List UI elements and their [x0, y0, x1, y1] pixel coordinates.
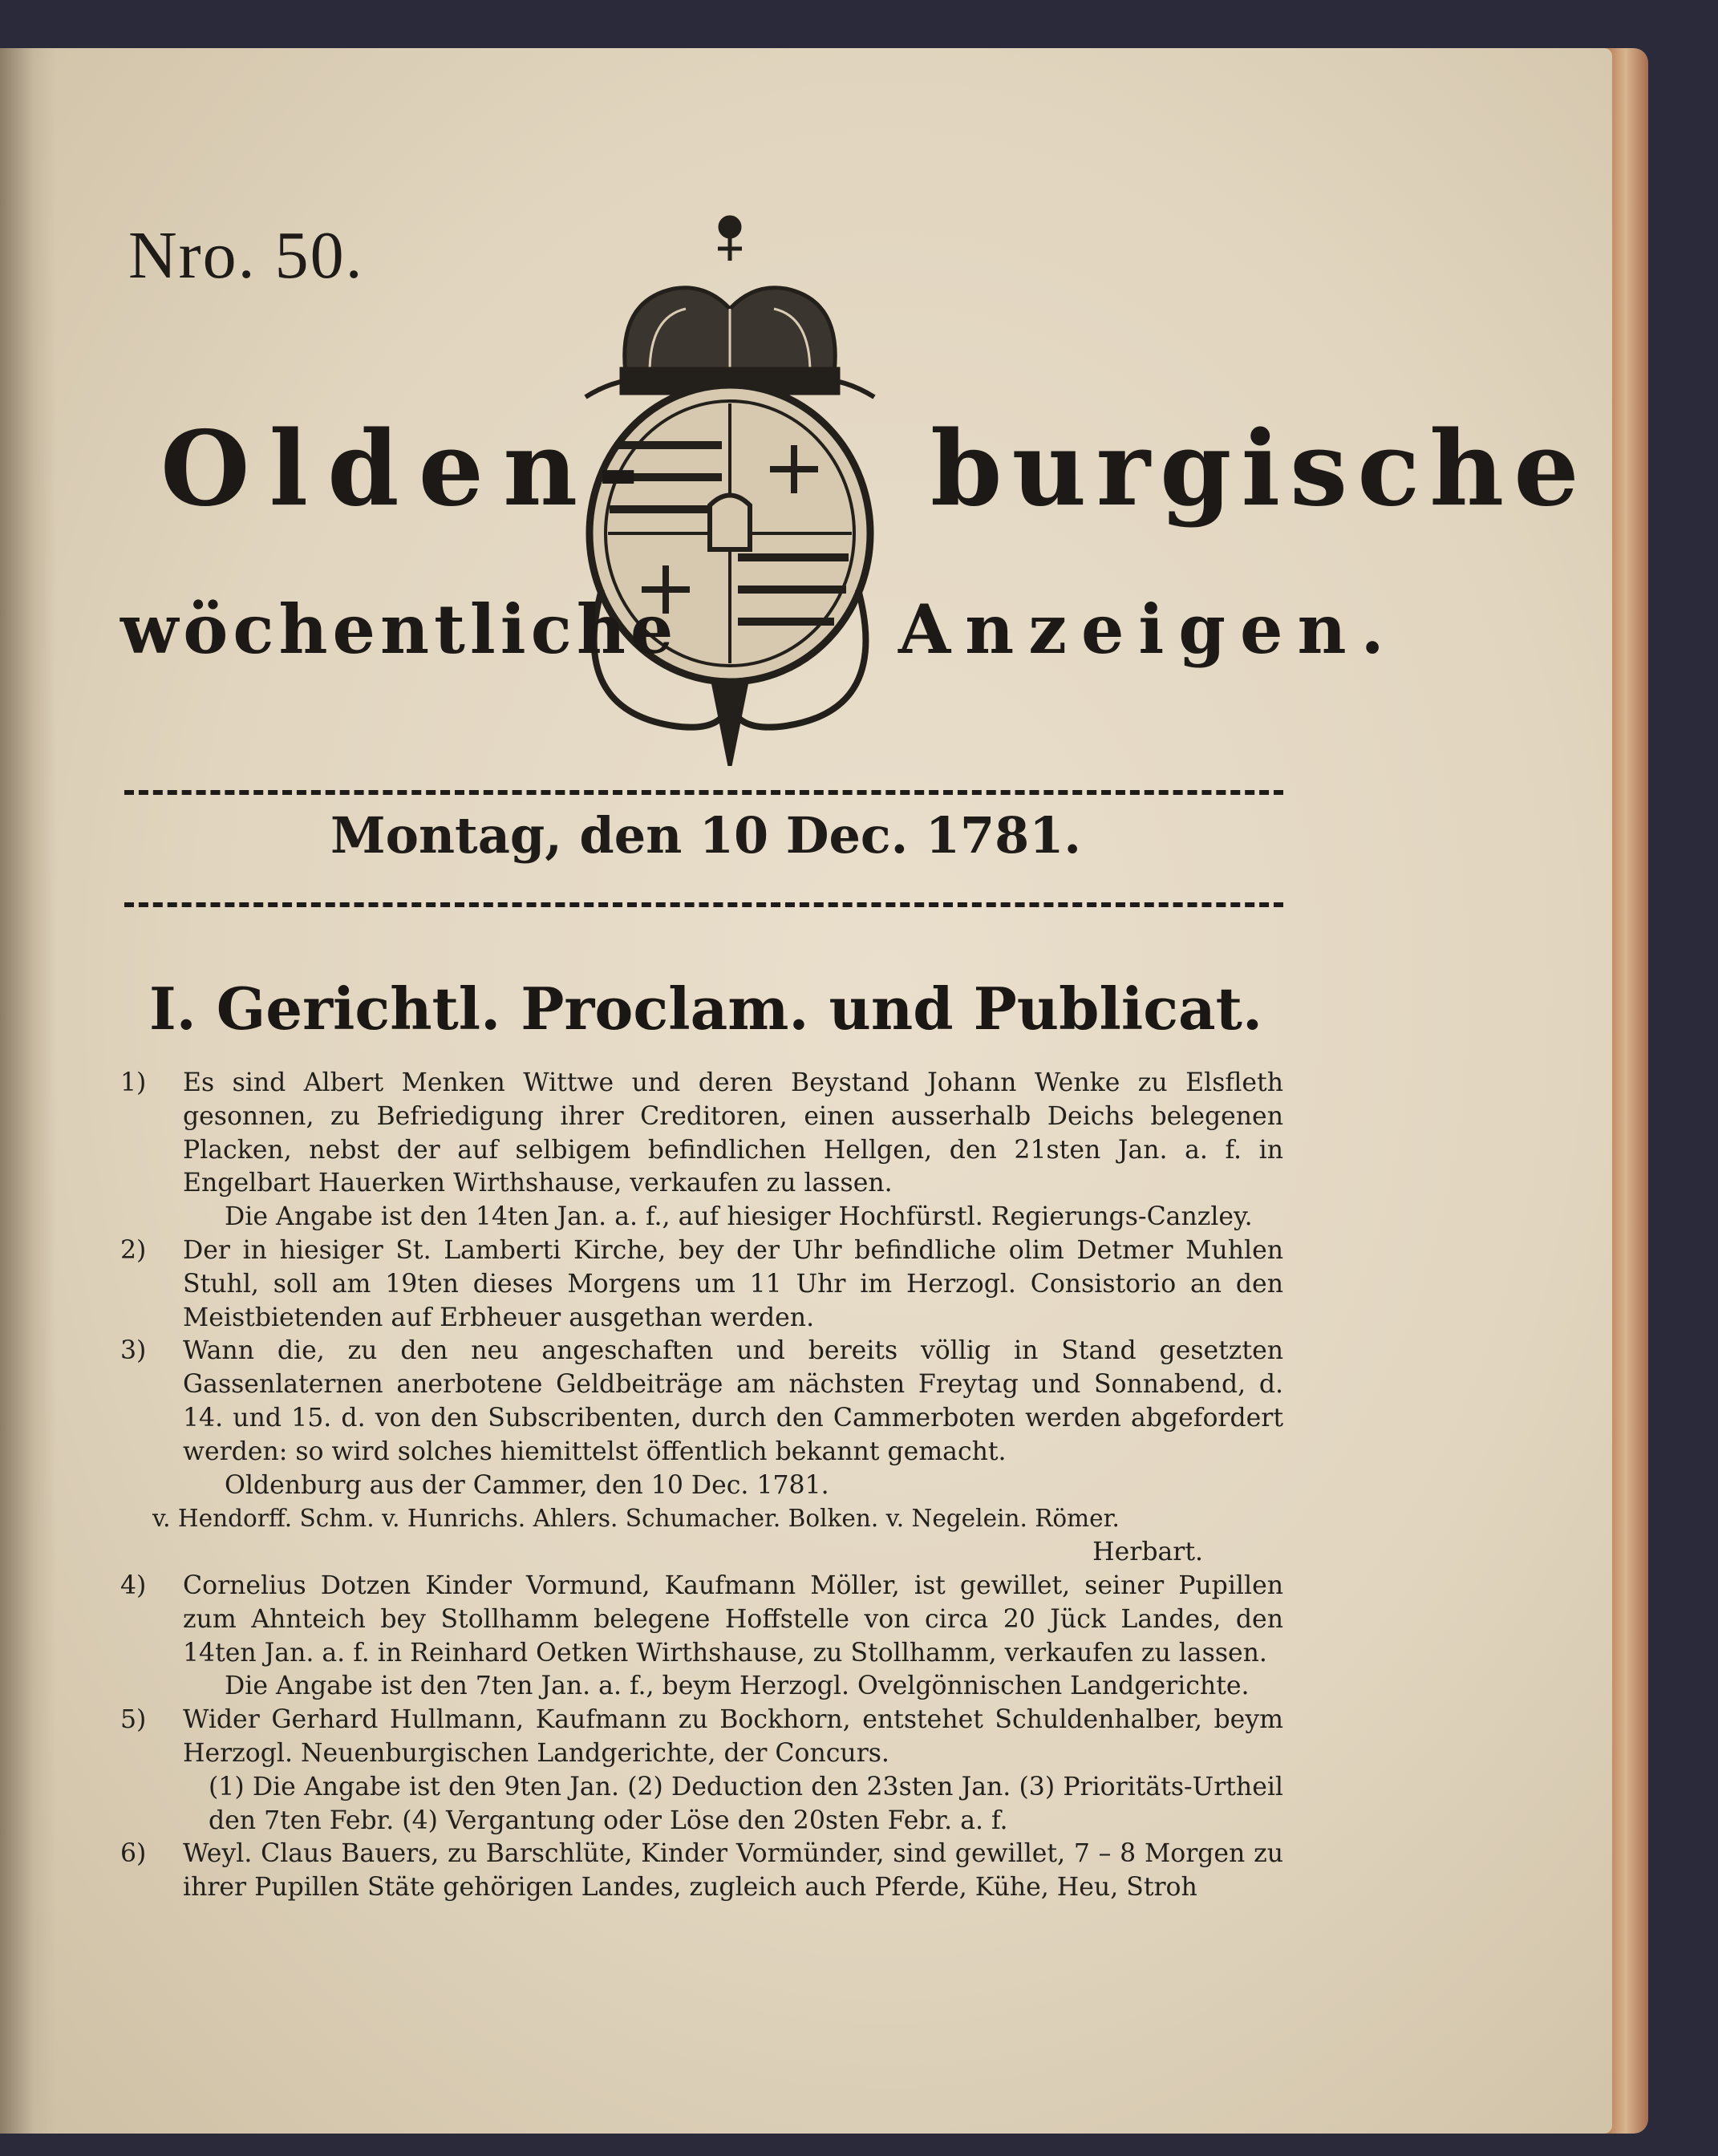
item-note: Die Angabe ist den 7ten Jan. a. f., beym Herzogl. Ovelgönnischen Landgerichte. — [225, 1672, 1250, 1701]
item-text: Es sind Albert Menken Wittwe und deren Beystand Johann Wenke zu Elsfleth gesonnen, zu Befriedigung ihrer Creditoren, einen ausserhalb Deichs belegenen Placken, nebst der auf selbigem befindlichen Hellgen, den 21sten Jan. a. f. in Engelbart Hauerken Wirthshause, verkaufen zu lassen. — [183, 1068, 1283, 1198]
article-body — [120, 1067, 1283, 1905]
signature-last: Herbart. — [1092, 1538, 1203, 1567]
item-text: Der in hiesiger St. Lamberti Kirche, bey der Uhr befindliche olim Detmer Muhlen Stuhl, soll am 19ten dieses Morgens um 11 Uhr im Herzogl. Consistorio an den Meistbietenden auf Erbheuer ausgethan werden. — [183, 1235, 1283, 1332]
section-heading: I. Gerichtl. Proclam. und Publicat. — [148, 975, 1263, 1043]
item-note: Die Angabe ist den 14ten Jan. a. f., auf hiesiger Hochfürstl. Regierungs-Canzley. — [225, 1202, 1253, 1232]
divider-rule — [124, 790, 1283, 795]
item-text: Cornelius Dotzen Kinder Vormund, Kaufmann Möller, ist gewillet, seiner Pupillen zum Ahnteich bey Stollhamm belegene Hoffstelle von circa 20 Jück Landes, den 14ten Jan. a. f. in Reinhard Oetken Wirthshause, zu Stollhamm, verkaufen zu lassen. — [183, 1570, 1283, 1668]
signatures: v. Hendorff. Schm. v. Hunrichs. Ahlers. Schumacher. Bolken. v. Negelein. Römer. — [152, 1505, 1120, 1533]
item-number: 6) — [120, 1839, 147, 1869]
item-text: Weyl. Claus Bauers, zu Barschlüte, Kinder Vormünder, sind gewillet, 7 – 8 Morgen zu ihrer Pupillen Stäte gehörigen Landes, zugleich auch Pferde, Kühe, Heu, Stroh — [183, 1839, 1283, 1903]
book-gutter — [0, 48, 56, 2134]
item-text: Wann die, zu den neu angeschaften und bereits völlig in Stand gesetzten Gassenlaternen anerbotene Geldbeiträge am nächsten Freytag und Sonnabend, d. 14. und 15. d. von den Subscribenten, durch den Cammerboten werden abgefordert werden: so wird solches hiemittelst öffentlich bekannt gemacht. — [183, 1336, 1283, 1466]
item-number: 4) — [120, 1570, 147, 1600]
notice-item — [120, 1570, 1283, 1670]
notice-item — [120, 1704, 1283, 1771]
item-text: Wider Gerhard Hullmann, Kaufmann zu Bockhorn, entstehet Schuldenhalber, beym Herzogl. Neuenburgischen Landgerichte, der Concurs. — [183, 1705, 1283, 1768]
masthead-subtitle-left: wöchentliche — [120, 590, 679, 669]
item-number: 1) — [120, 1068, 147, 1097]
notice-item — [120, 1067, 1283, 1201]
item-number: 2) — [120, 1235, 147, 1265]
item-number: 3) — [120, 1336, 147, 1366]
masthead-subtitle-right: Anzeigen. — [898, 590, 1399, 669]
masthead-title-left: Olden- — [160, 409, 659, 529]
divider-rule — [124, 902, 1283, 907]
notice-item — [120, 1838, 1283, 1905]
place-date: Oldenburg aus der Cammer, den 10 Dec. 1781. — [225, 1470, 829, 1500]
item-number: 5) — [120, 1705, 147, 1735]
issue-number: Nro. 50. — [128, 218, 364, 293]
masthead-title-right: burgische — [930, 409, 1589, 529]
notice-item — [120, 1335, 1283, 1469]
issue-date: Montag, den 10 Dec. 1781. — [330, 806, 1081, 865]
item-note: (1) Die Angabe ist den 9ten Jan. (2) Deduction den 23sten Jan. (3) Prioritäts-Urtheil den 7ten Febr. (4) Vergantung oder Löse den 20sten Febr. a. f. — [209, 1772, 1283, 1835]
notice-item — [120, 1234, 1283, 1335]
